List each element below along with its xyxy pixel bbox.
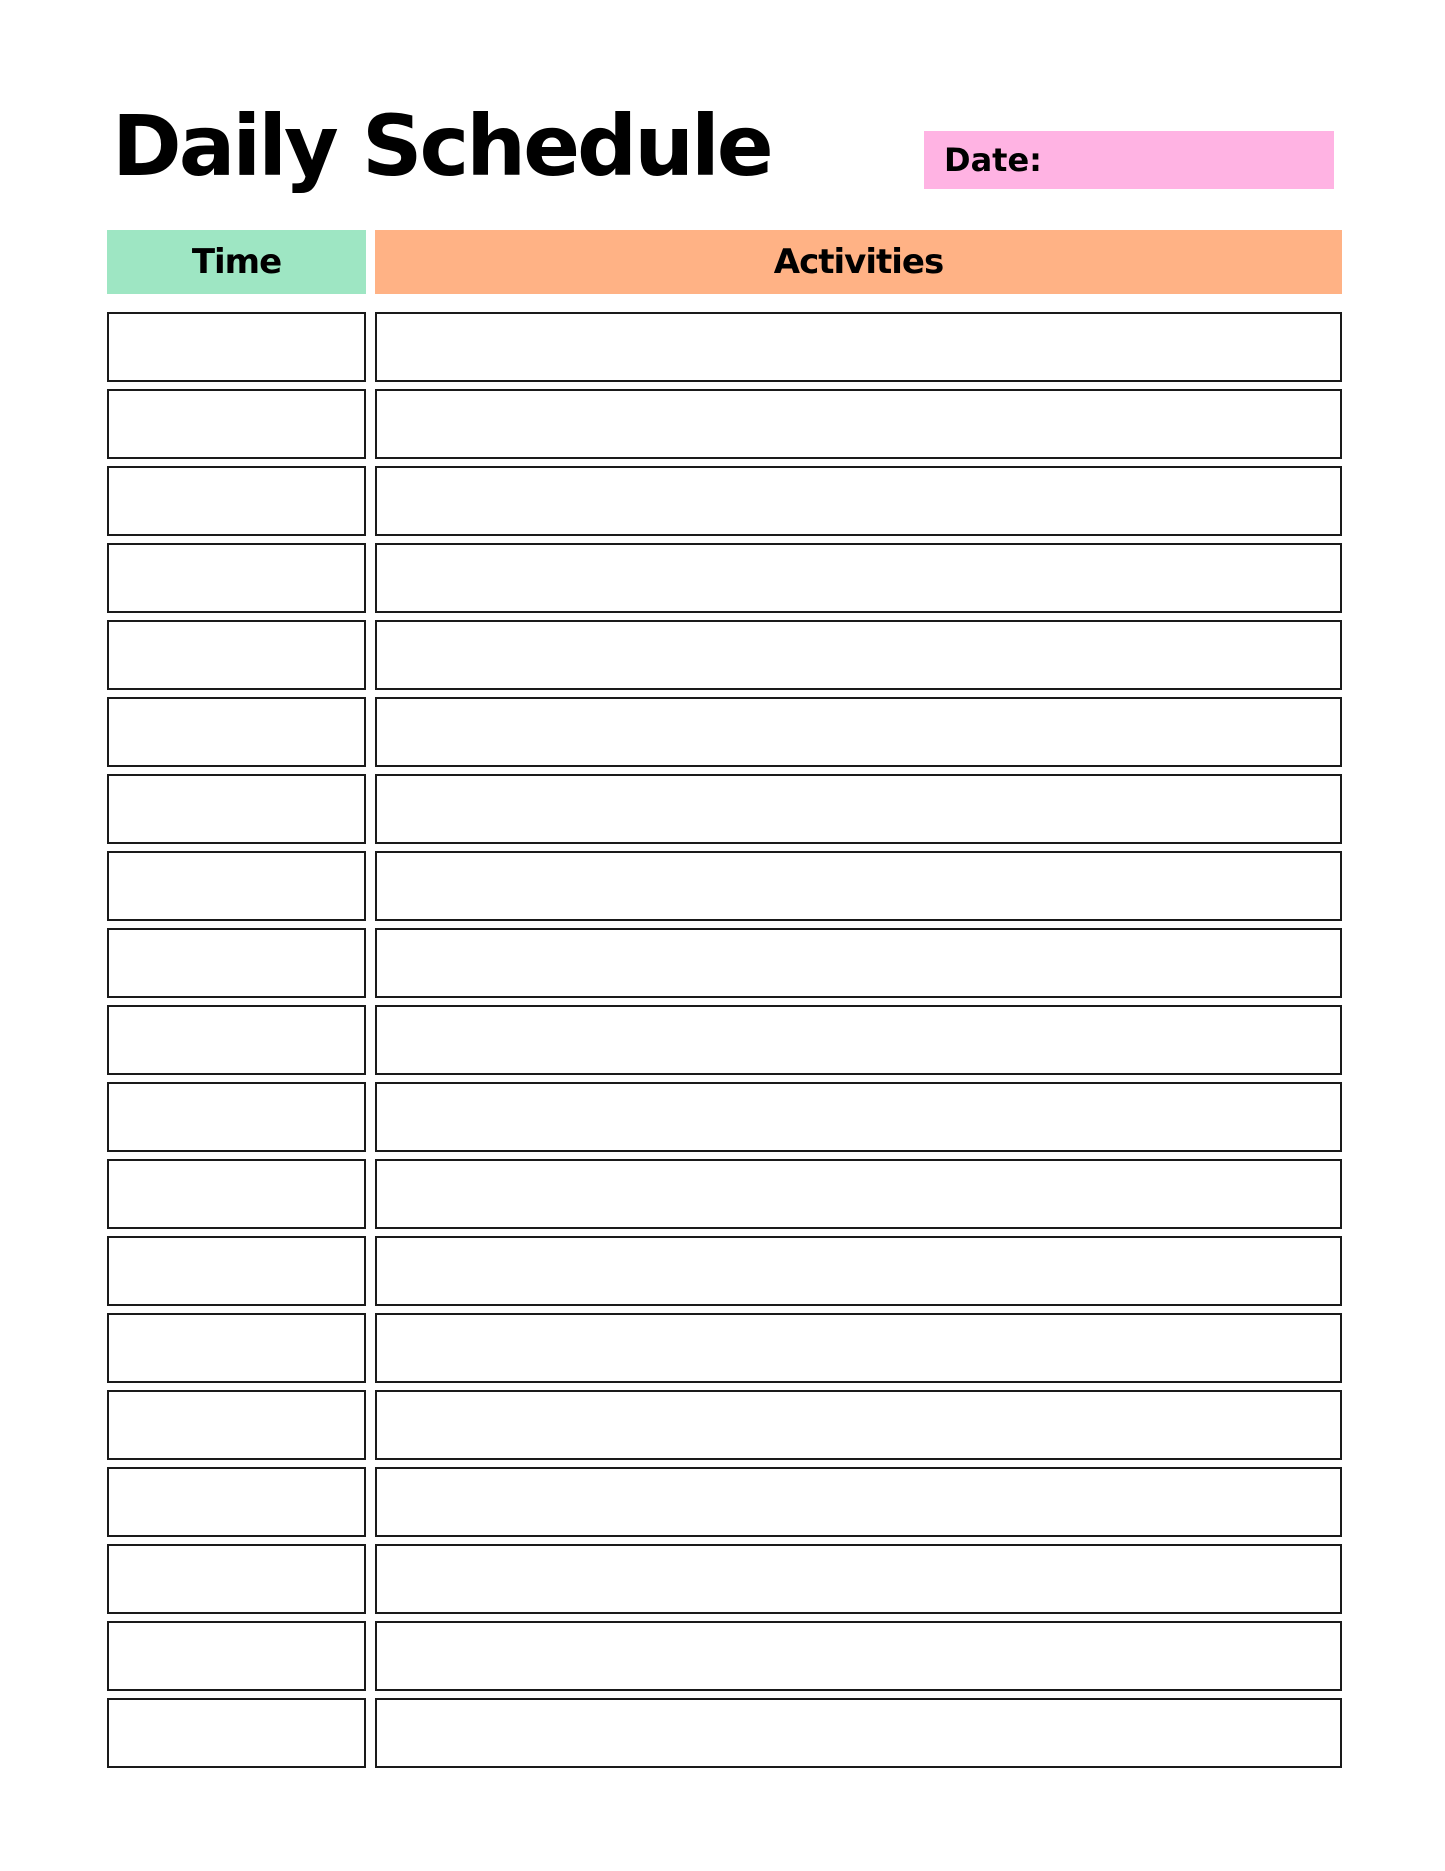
schedule-row [107,1236,1342,1313]
schedule-row [107,389,1342,466]
date-field[interactable] [924,131,1334,189]
time-cell[interactable] [107,620,366,690]
time-cell[interactable] [107,1544,366,1614]
activities-column-header [375,230,1342,294]
time-cell[interactable] [107,543,366,613]
activity-cell[interactable] [375,620,1342,690]
schedule-row [107,928,1342,1005]
activity-cell[interactable] [375,1390,1342,1460]
time-cell[interactable] [107,774,366,844]
time-cell[interactable] [107,466,366,536]
schedule-row [107,1082,1342,1159]
activity-cell[interactable] [375,1313,1342,1383]
schedule-row [107,1005,1342,1082]
schedule-row [107,543,1342,620]
time-cell[interactable] [107,1159,366,1229]
schedule-row [107,620,1342,697]
activity-cell[interactable] [375,1467,1342,1537]
schedule-row [107,1621,1342,1698]
activity-cell[interactable] [375,543,1342,613]
schedule-row [107,1313,1342,1390]
activity-cell[interactable] [375,1698,1342,1768]
time-cell[interactable] [107,312,366,382]
activity-cell[interactable] [375,389,1342,459]
schedule-row [107,1390,1342,1467]
date-label: Date: [944,141,1042,179]
schedule-row [107,1159,1342,1236]
schedule-row [107,312,1342,389]
time-cell[interactable] [107,1005,366,1075]
time-cell[interactable] [107,1236,366,1306]
schedule-rows [107,312,1342,1775]
time-cell[interactable] [107,928,366,998]
schedule-row [107,774,1342,851]
activity-cell[interactable] [375,1621,1342,1691]
page-title: Daily Schedule [112,97,771,195]
activities-column-header-label: Activities [773,242,944,282]
activity-cell[interactable] [375,697,1342,767]
time-cell[interactable] [107,1390,366,1460]
schedule-row [107,697,1342,774]
time-cell[interactable] [107,697,366,767]
activity-cell[interactable] [375,851,1342,921]
activity-cell[interactable] [375,1236,1342,1306]
activity-cell[interactable] [375,1159,1342,1229]
schedule-row [107,466,1342,543]
activity-cell[interactable] [375,466,1342,536]
time-cell[interactable] [107,851,366,921]
activity-cell[interactable] [375,774,1342,844]
time-column-header-label: Time [191,242,282,282]
schedule-row [107,1467,1342,1544]
time-cell[interactable] [107,1467,366,1537]
time-column-header [107,230,366,294]
time-cell[interactable] [107,1313,366,1383]
activity-cell[interactable] [375,1082,1342,1152]
time-cell[interactable] [107,1698,366,1768]
time-cell[interactable] [107,1082,366,1152]
activity-cell[interactable] [375,312,1342,382]
schedule-row [107,1544,1342,1621]
schedule-row [107,1698,1342,1775]
activity-cell[interactable] [375,1005,1342,1075]
activity-cell[interactable] [375,928,1342,998]
schedule-row [107,851,1342,928]
activity-cell[interactable] [375,1544,1342,1614]
time-cell[interactable] [107,1621,366,1691]
time-cell[interactable] [107,389,366,459]
